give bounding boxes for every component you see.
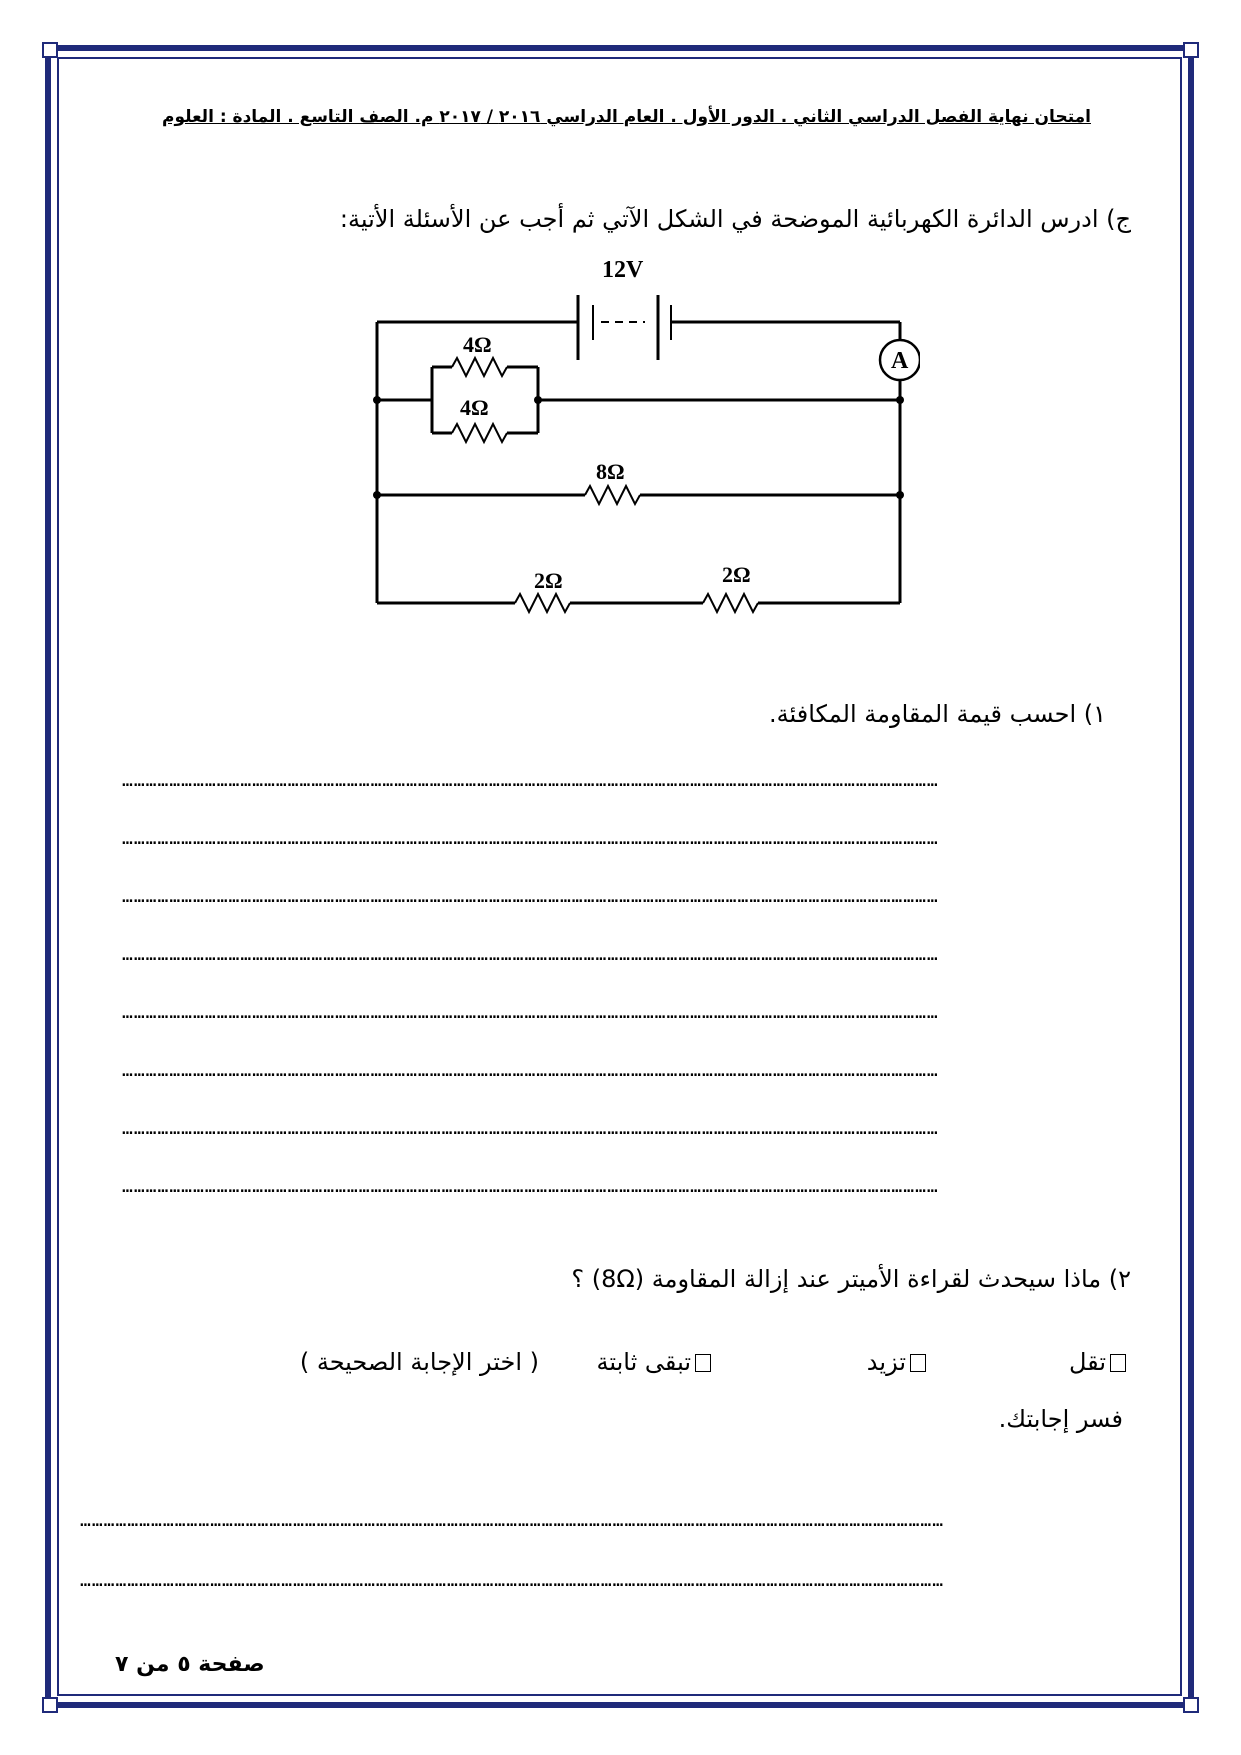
option-increase[interactable]: تزيد (867, 1348, 926, 1376)
answer-line[interactable]: ……………………………………………………………………………………………………………………………………………………………………………………… (122, 770, 939, 791)
checkbox-icon[interactable] (910, 1354, 926, 1372)
explain-prompt: فسر إجابتك. (998, 1405, 1123, 1433)
answer-line[interactable]: ……………………………………………………………………………………………………………………………………………………………………………………… (122, 1118, 939, 1139)
corner-ornament (1183, 1697, 1199, 1713)
circuit-diagram (360, 255, 920, 625)
checkbox-icon[interactable] (695, 1354, 711, 1372)
option-decrease[interactable]: تقل (1069, 1348, 1126, 1376)
choose-hint: ( اختر الإجابة الصحيحة ) (299, 1348, 539, 1376)
exam-header: امتحان نهاية الفصل الدراسي الثاني . الدور الأول . العام الدراسي ٢٠١٦ / ٢٠١٧ م. الصف التاسع . المادة : العلوم (162, 107, 1091, 127)
answer-line[interactable]: ……………………………………………………………………………………………………………………………………………………………………………………… (122, 944, 939, 965)
answer-line[interactable]: ……………………………………………………………………………………………………………………………………………………………………………………… (122, 1002, 939, 1023)
answer-line[interactable]: ……………………………………………………………………………………………………………………………………………………………………………………… (122, 1060, 939, 1081)
checkbox-icon[interactable] (1110, 1354, 1126, 1372)
resistor-label: 4Ω (463, 332, 492, 357)
question-intro: ج) ادرس الدائرة الكهربائية الموضحة في الشكل الآتي ثم أجب عن الأسئلة الأتية: (339, 205, 1131, 233)
resistor-label: 4Ω (460, 395, 489, 420)
answer-line[interactable]: ………………………………………………………………………………………………………………………………………………………………………………………………… (80, 1570, 945, 1591)
option-constant[interactable]: تبقى ثابتة (597, 1348, 711, 1376)
answer-line[interactable]: ……………………………………………………………………………………………………………………………………………………………………………………… (122, 886, 939, 907)
corner-ornament (1183, 42, 1199, 58)
battery-label: 12V (602, 257, 644, 283)
question-2: ٢) ماذا سيحدث لقراءة الأميتر عند إزالة المقاومة (8Ω) ؟ (571, 1265, 1131, 1293)
corner-ornament (42, 42, 58, 58)
question-1: ١) احسب قيمة المقاومة المكافئة. (769, 700, 1106, 728)
page-number: صفحة ٥ من ٧ (115, 1652, 265, 1677)
answer-line[interactable]: ……………………………………………………………………………………………………………………………………………………………………………………… (122, 1176, 939, 1197)
resistor-label: 2Ω (534, 568, 563, 593)
answer-line[interactable]: ………………………………………………………………………………………………………………………………………………………………………………………………… (80, 1510, 945, 1531)
corner-ornament (42, 1697, 58, 1713)
ammeter-label: A (891, 348, 909, 374)
resistor-label: 8Ω (596, 459, 625, 484)
resistor-label: 2Ω (722, 562, 751, 587)
answer-line[interactable]: ……………………………………………………………………………………………………………………………………………………………………………………… (122, 828, 939, 849)
